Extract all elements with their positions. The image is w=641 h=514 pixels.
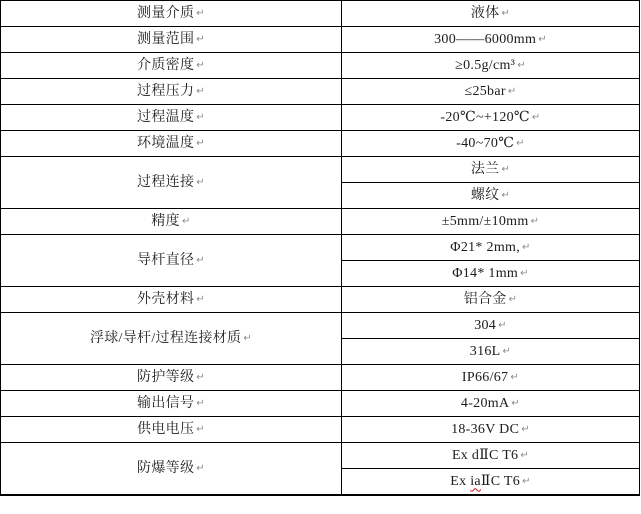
paragraph-mark-icon: ↵ (196, 33, 205, 45)
cell-text: 环境温度 ↵ (137, 135, 205, 151)
cell-text: IP66/67 ↵ (461, 369, 520, 385)
paragraph-mark-icon: ↵ (511, 397, 521, 409)
table-row (1, 53, 640, 79)
spec-value-cell (342, 235, 640, 261)
table-row (1, 443, 640, 469)
spec-label-cell (1, 1, 342, 27)
cell-text: ≥0.5g/cm³ ↵ (455, 57, 526, 73)
spec-label-cell (1, 27, 342, 53)
spec-value-cell (342, 365, 640, 391)
cell-text: 过程压力 ↵ (137, 83, 205, 99)
spec-value-cell (342, 131, 640, 157)
paragraph-mark-icon: ↵ (498, 319, 507, 331)
paragraph-mark-icon: ↵ (522, 475, 531, 487)
spec-value-cell (342, 417, 640, 443)
spec-label-cell (1, 235, 342, 287)
spec-value-cell (342, 53, 640, 79)
spec-value-cell (342, 27, 640, 53)
cell-text: 过程连接 ↵ (137, 174, 205, 190)
cell-text: 输出信号 ↵ (137, 395, 205, 411)
cell-text: -40~70℃ ↵ (456, 135, 525, 151)
cell-text: Ex dⅡC T6 ↵ (451, 447, 530, 463)
spec-value-cell (342, 443, 640, 469)
paragraph-mark-icon: ↵ (196, 423, 205, 435)
paragraph-mark-icon: ↵ (520, 267, 529, 279)
table-row (1, 157, 640, 183)
table-row (1, 131, 640, 157)
spec-value-cell (342, 79, 640, 105)
cell-text: 防护等级 ↵ (137, 369, 205, 385)
paragraph-mark-icon: ↵ (501, 189, 511, 201)
spec-label-cell (1, 157, 342, 209)
cell-text: 过程温度 ↵ (137, 109, 205, 125)
cell-text: Ex iaⅡC T6 ↵ (450, 473, 531, 489)
paragraph-mark-icon: ↵ (508, 293, 518, 305)
cell-text: Φ14* 1mm ↵ (452, 265, 529, 281)
cell-text: 螺纹 ↵ (470, 187, 511, 203)
paragraph-mark-icon: ↵ (516, 137, 525, 149)
paragraph-mark-icon: ↵ (196, 176, 205, 188)
paragraph-mark-icon: ↵ (502, 345, 512, 357)
paragraph-mark-icon: ↵ (520, 449, 530, 461)
spec-table-body (1, 1, 640, 496)
spec-value-cell (342, 391, 640, 417)
spec-value-cell (342, 469, 640, 496)
cell-text: 测量范围 ↵ (137, 31, 205, 47)
spec-value-cell (342, 157, 640, 183)
cell-text: 4-20mA ↵ (460, 395, 521, 411)
spec-value-cell (342, 261, 640, 287)
paragraph-mark-icon: ↵ (196, 59, 205, 71)
misspelled-text: ia (470, 473, 481, 489)
paragraph-mark-icon: ↵ (196, 371, 205, 383)
table-row (1, 235, 640, 261)
cell-text: ≤25bar ↵ (464, 83, 517, 99)
spec-label-cell (1, 313, 342, 365)
cell-text: 法兰 ↵ (470, 161, 511, 177)
cell-text: 精度 ↵ (151, 213, 191, 229)
cell-text: -20℃~+120℃ ↵ (440, 109, 541, 125)
paragraph-mark-icon: ↵ (196, 397, 205, 409)
spec-label-cell (1, 391, 342, 417)
spec-value-cell (342, 183, 640, 209)
spec-label-cell (1, 79, 342, 105)
paragraph-mark-icon: ↵ (196, 293, 205, 305)
table-row (1, 27, 640, 53)
cell-text: 液体 ↵ (470, 5, 511, 21)
cell-text: 防爆等级 ↵ (137, 460, 205, 476)
cell-text: Φ21* 2mm, ↵ (450, 239, 531, 255)
cell-text: 导杆直径 ↵ (137, 252, 205, 268)
paragraph-mark-icon: ↵ (196, 254, 205, 266)
cell-text: 测量介质 ↵ (137, 5, 205, 21)
cell-text: 18-36V DC ↵ (451, 421, 530, 437)
paragraph-mark-icon: ↵ (517, 59, 526, 71)
paragraph-mark-icon: ↵ (510, 371, 520, 383)
spec-label-cell (1, 443, 342, 496)
spec-value-cell (342, 313, 640, 339)
table-row (1, 209, 640, 235)
spec-value-cell (342, 287, 640, 313)
cell-text: 304 ↵ (474, 317, 507, 333)
table-row (1, 79, 640, 105)
spec-label-cell (1, 105, 342, 131)
spec-label-cell (1, 365, 342, 391)
paragraph-mark-icon: ↵ (196, 137, 205, 149)
spec-value-cell (342, 105, 640, 131)
paragraph-mark-icon: ↵ (501, 7, 511, 19)
cell-text: 浮球/导杆/过程连接材质 ↵ (89, 330, 253, 346)
cell-text: ±5mm/±10mm ↵ (441, 213, 540, 229)
spec-label-cell (1, 209, 342, 235)
spec-label-cell (1, 131, 342, 157)
table-row (1, 417, 640, 443)
paragraph-mark-icon: ↵ (538, 33, 547, 45)
cell-text: 外壳材料 ↵ (137, 291, 205, 307)
table-row (1, 105, 640, 131)
spec-value-cell (342, 209, 640, 235)
paragraph-mark-icon: ↵ (521, 423, 530, 435)
cell-text: 供电电压 ↵ (137, 421, 205, 437)
table-row (1, 287, 640, 313)
paragraph-mark-icon: ↵ (196, 85, 205, 97)
paragraph-mark-icon: ↵ (243, 332, 253, 344)
cell-text: 316L ↵ (469, 343, 512, 359)
table-row (1, 313, 640, 339)
spec-label-cell (1, 53, 342, 79)
paragraph-mark-icon: ↵ (501, 163, 511, 175)
table-row (1, 391, 640, 417)
paragraph-mark-icon: ↵ (531, 111, 541, 123)
cell-text: 铝合金 ↵ (463, 291, 518, 307)
spec-label-cell (1, 417, 342, 443)
table-row (1, 365, 640, 391)
paragraph-mark-icon: ↵ (181, 215, 191, 227)
paragraph-mark-icon: ↵ (196, 111, 205, 123)
cell-text: 介质密度 ↵ (137, 57, 205, 73)
cell-text: 300——6000mm ↵ (434, 31, 547, 47)
paragraph-mark-icon: ↵ (522, 241, 531, 253)
paragraph-mark-icon: ↵ (507, 85, 517, 97)
paragraph-mark-icon: ↵ (530, 215, 540, 227)
spec-value-cell (342, 339, 640, 365)
spec-label-cell (1, 287, 342, 313)
paragraph-mark-icon: ↵ (196, 7, 205, 19)
paragraph-mark-icon: ↵ (196, 462, 205, 474)
table-row (1, 1, 640, 27)
spec-value-cell (342, 1, 640, 27)
